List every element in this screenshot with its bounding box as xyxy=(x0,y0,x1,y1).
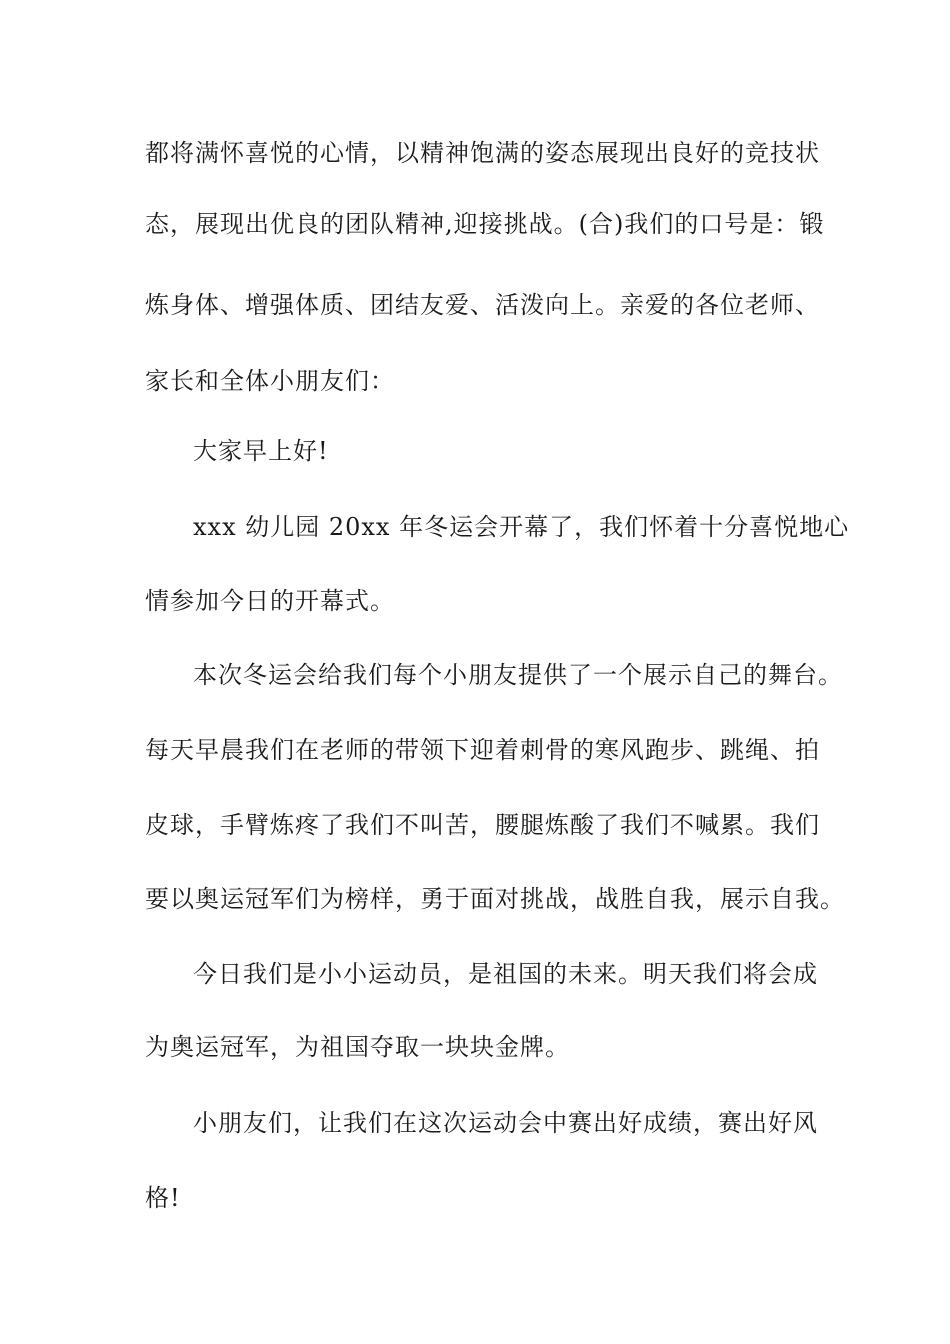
text-line-5: 大家早上好! xyxy=(193,437,329,465)
text-line-8: 本次冬运会给我们每个小朋友提供了一个展示自己的舞台。 xyxy=(193,661,843,689)
text-line-10: 皮球，手臂炼疼了我们不叫苦，腰腿炼酸了我们不喊累。我们 xyxy=(145,811,820,839)
text-line-15: 格! xyxy=(145,1184,181,1212)
text-line-2: 态，展现出优良的团队精神,迎接挑战。(合)我们的口号是：锻 xyxy=(145,210,825,238)
text-line-6: xxx 幼儿园 20xx 年冬运会开幕了，我们怀着十分喜悦地心 xyxy=(193,513,850,541)
text-line-14: 小朋友们，让我们在这次运动会中赛出好成绩，赛出好风 xyxy=(193,1109,818,1137)
text-line-13: 为奥运冠军，为祖国夺取一块块金牌。 xyxy=(145,1033,570,1061)
text-line-9: 每天早晨我们在老师的带领下迎着刺骨的寒风跑步、跳绳、拍 xyxy=(145,736,820,764)
text-line-7: 情参加今日的开幕式。 xyxy=(145,587,395,615)
text-line-1: 都将满怀喜悦的心情，以精神饱满的姿态展现出良好的竞技状 xyxy=(145,139,820,167)
text-line-11: 要以奥运冠军们为榜样，勇于面对挑战，战胜自我，展示自我。 xyxy=(145,885,845,913)
text-line-3: 炼身体、增强体质、团结友爱、活泼向上。亲爱的各位老师、 xyxy=(145,291,820,319)
text-line-12: 今日我们是小小运动员，是祖国的未来。明天我们将会成 xyxy=(193,960,818,988)
text-line-4: 家长和全体小朋友们： xyxy=(145,367,395,395)
